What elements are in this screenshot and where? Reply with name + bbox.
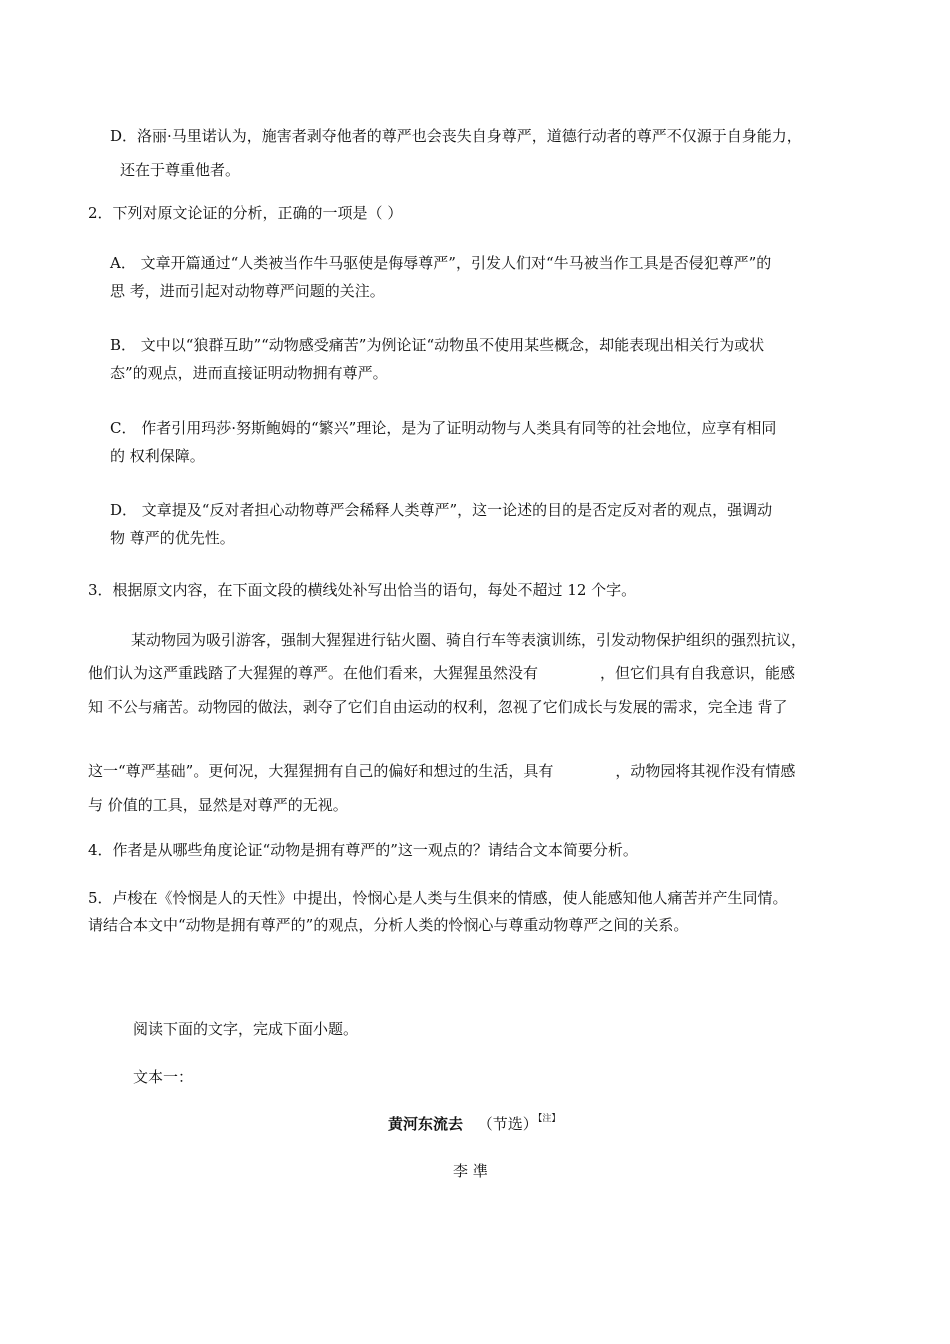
reading-instruction: 阅读下面的文字，完成下面小题。	[133, 1020, 359, 1038]
q3-passage-line4	[88, 764, 795, 779]
q3-stem: 3．根据原文内容，在下面文段的横线处补写出恰当的语句，每处不超过 12 个字。	[88, 581, 637, 599]
q2-option-d-line2: 物 尊严的优先性。	[110, 529, 235, 547]
q1-option-d-line2: 还在于尊重他者。	[120, 161, 241, 179]
q5-line1: 5．卢梭在《怜悯是人的天性》中提出，怜悯心是人类与生俱来的情感，使人能感知他人痛苦并产生同情。	[88, 889, 788, 907]
q2-option-c-line1: C． 作者引用玛莎·努斯鲍姆的“繁兴”理论，是为了证明动物与人类具有同等的社会地位，应享有相同	[110, 419, 777, 437]
q3-passage-line2-after-blank: ，但它们具有自我意识，能感	[600, 664, 796, 682]
author-name: 李 凖	[453, 1162, 488, 1180]
passage-title	[388, 1114, 561, 1133]
q2-option-b-line1: B． 文中以“狼群互助”“动物感受痛苦”为例论证“动物虽不使用某些概念，却能表现出相关行为或状	[110, 336, 765, 354]
q2-option-a-line2: 思 考，进而引起对动物尊严问题的关注。	[110, 282, 385, 300]
q1-option-d-line1: D．洛丽·马里诺认为，施害者剥夺他者的尊严也会丧失自身尊严，道德行动者的尊严不仅源于自身能力，	[110, 127, 802, 145]
q2-option-a-line1: A． 文章开篇通过“人类被当作牛马驱使是侮辱尊严”，引发人们对“牛马被当作工具是否侵犯尊严”的	[110, 254, 772, 272]
q3-passage-line2-before-blank: 他们认为这严重践踏了大猩猩的尊严。在他们看来，大猩猩虽然没有	[88, 664, 539, 682]
q3-passage-line4-after-blank: ，动物园将其视作没有情感	[615, 762, 796, 780]
q2-stem: 2．下列对原文论证的分析，正确的一项是（ ）	[88, 204, 403, 222]
q3-passage-line1: 某动物园为吸引游客，强制大猩猩进行钻火圈、骑自行车等表演训练，引发动物保护组织的强烈抗议，	[131, 631, 807, 649]
q3-passage-line5: 与 价值的工具，显然是对尊严的无视。	[88, 796, 348, 814]
q3-passage-line3: 知 不公与痛苦。动物园的做法，剥夺了它们自由运动的权利，忽视了它们成长与发展的需求，完全违 背了	[88, 698, 788, 716]
passage-title-text: 黄河东流去	[388, 1115, 464, 1133]
q2-option-b-line2: 态”的观点，进而直接证明动物拥有尊严。	[110, 364, 388, 382]
q3-passage-line2	[88, 666, 795, 681]
q3-passage-line4-before-blank: 这一“尊严基础”。更何况，大猩猩拥有自己的偏好和想过的生活，具有	[88, 762, 554, 780]
text-one-label: 文本一：	[133, 1068, 194, 1086]
q2-option-c-line2: 的 权利保障。	[110, 447, 205, 465]
passage-subtitle: （节选）	[477, 1115, 538, 1133]
q4-stem: 4．作者是从哪些角度论证“动物是拥有尊严的”这一观点的？请结合文本简要分析。	[88, 841, 638, 859]
q5-line2: 请结合本文中“动物是拥有尊严的”的观点，分析人类的怜悯心与尊重动物尊严之间的关系。	[88, 916, 689, 934]
q2-option-d-line1: D． 文章提及“反对者担心动物尊严会稀释人类尊严”，这一论述的目的是否定反对者的观点，强调动	[110, 501, 773, 519]
note-mark: 【注】	[537, 1114, 561, 1124]
